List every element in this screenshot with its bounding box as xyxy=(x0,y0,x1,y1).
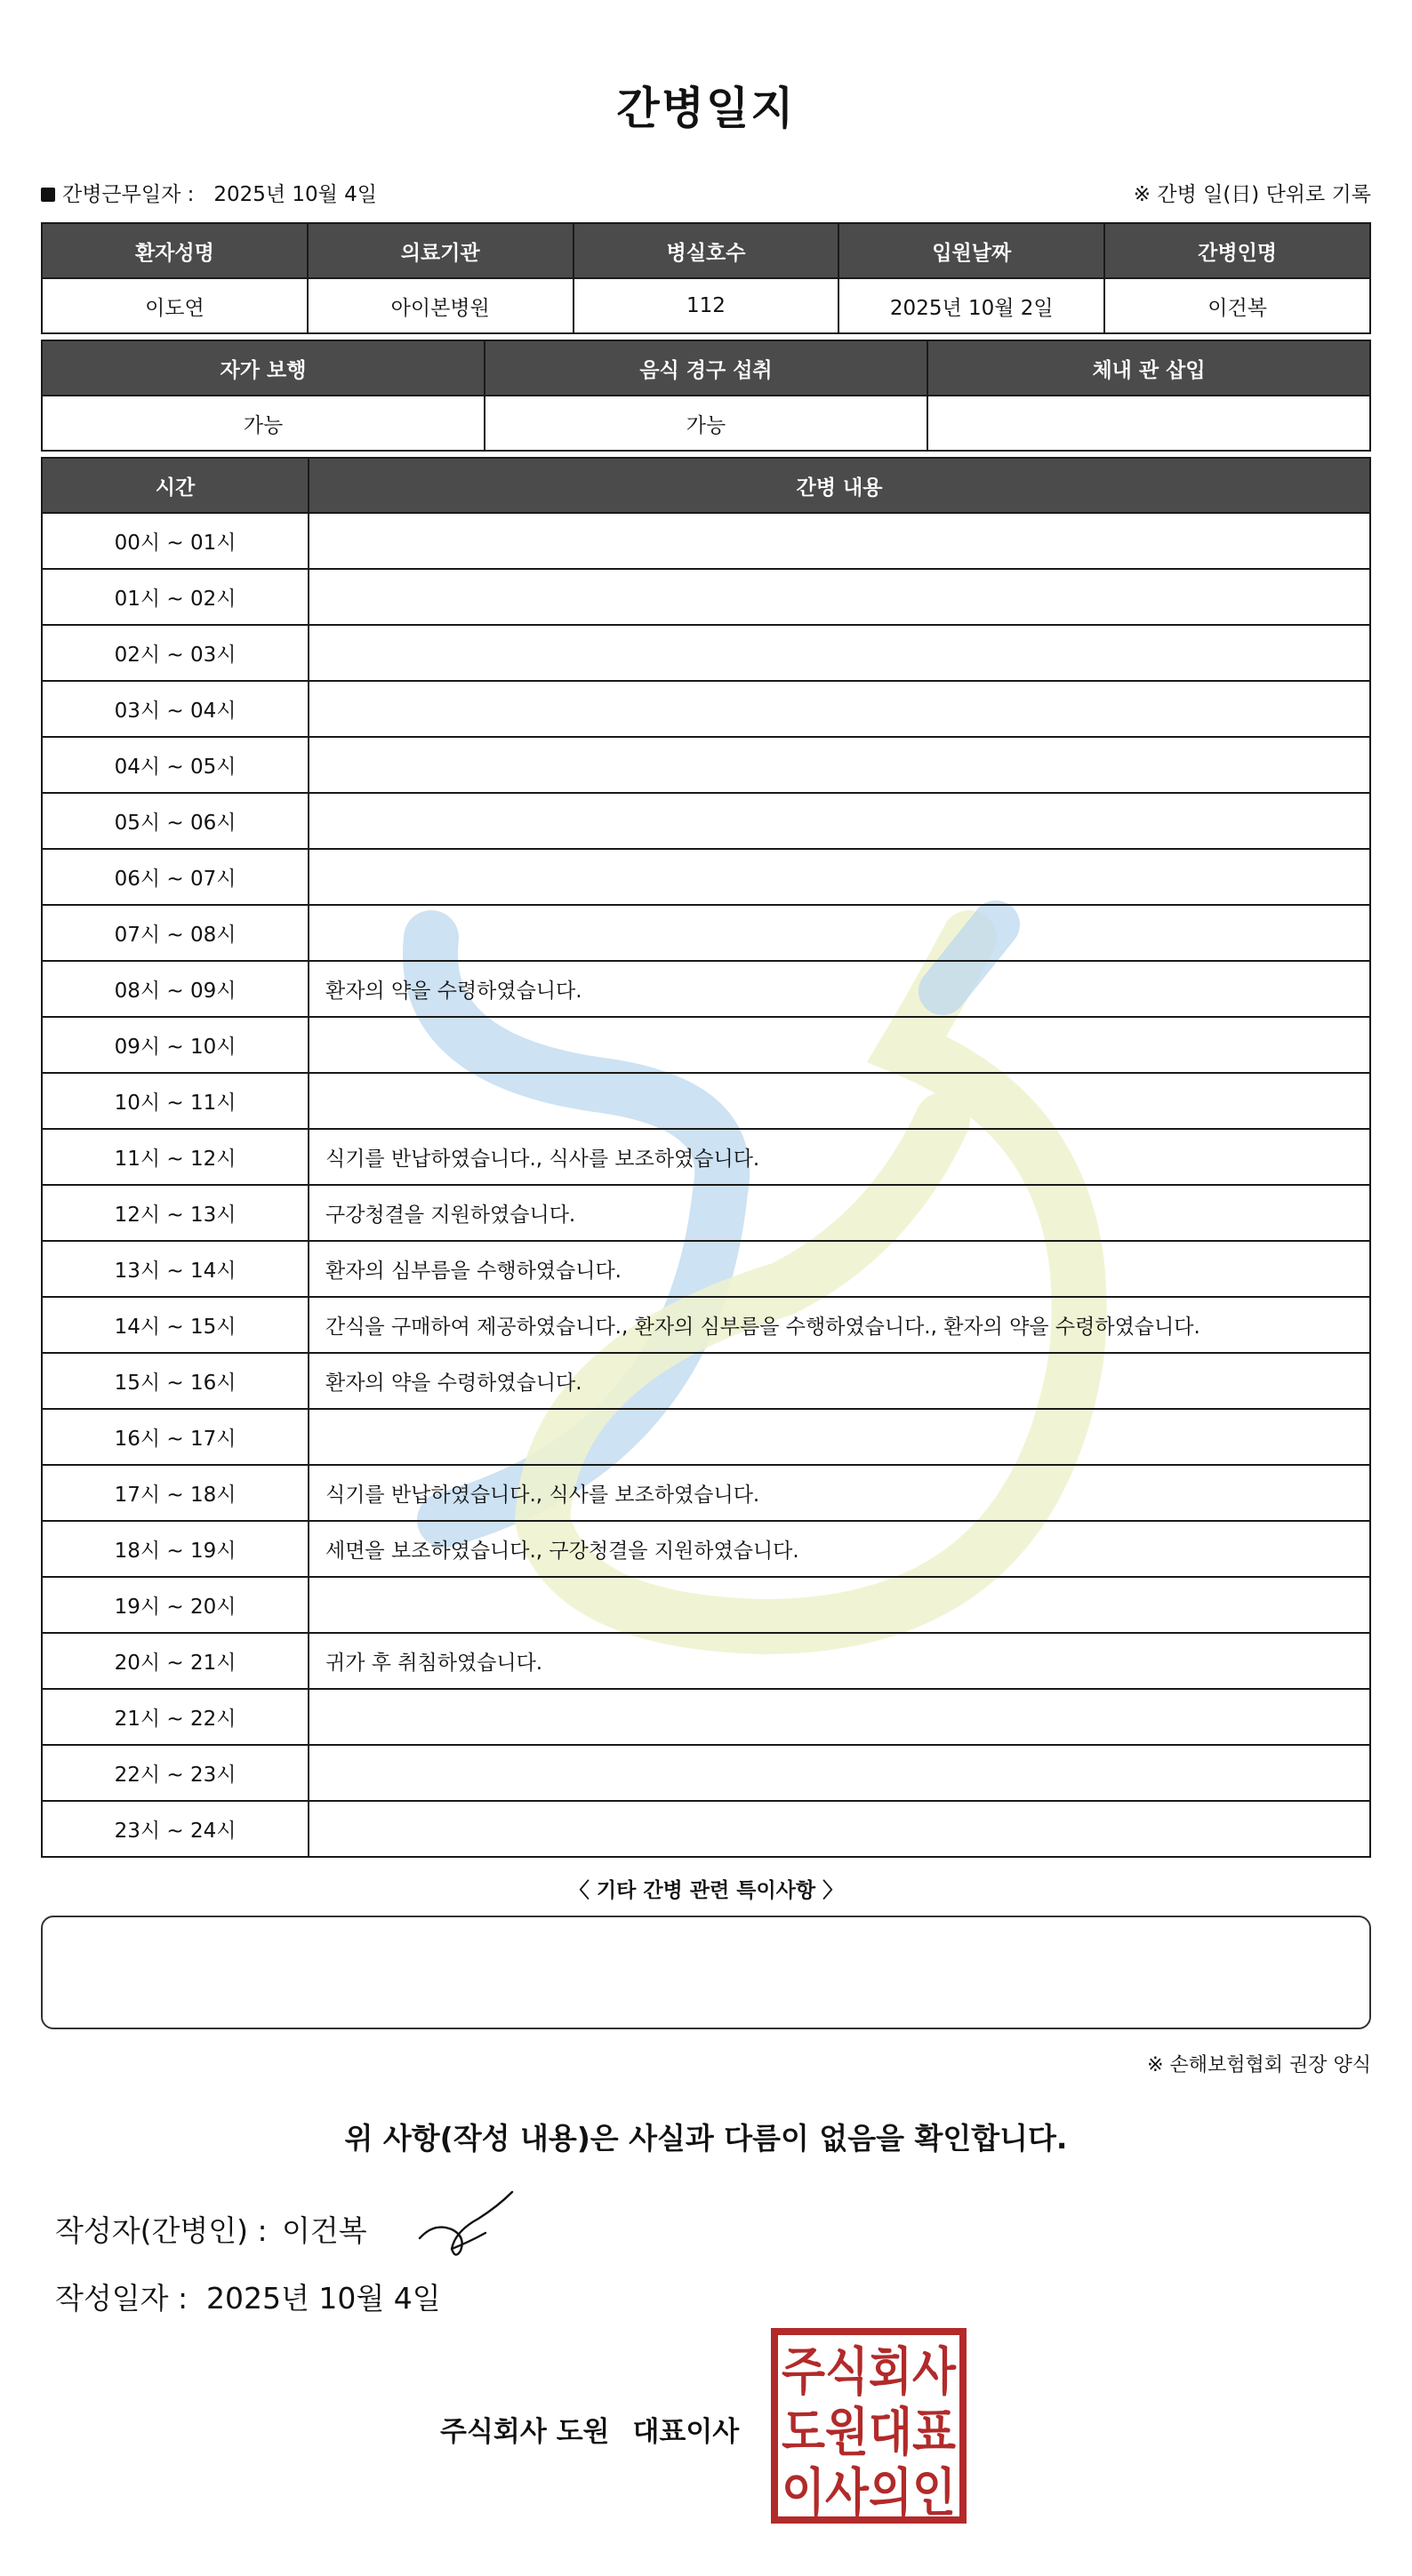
table-row xyxy=(42,1409,1370,1465)
time-slot-cell: 10시 ~ 11시 xyxy=(42,1073,309,1129)
patient-status-table xyxy=(41,340,1371,452)
time-slot-cell: 20시 ~ 21시 xyxy=(42,1633,309,1689)
time-slot-cell: 23시 ~ 24시 xyxy=(42,1801,309,1857)
table-row xyxy=(42,1297,1370,1353)
table-row xyxy=(42,905,1370,961)
table-row xyxy=(42,1689,1370,1745)
care-content-cell xyxy=(309,793,1370,849)
hospital-value: 아이본병원 xyxy=(308,278,574,333)
time-slot-cell: 03시 ~ 04시 xyxy=(42,681,309,737)
table-row xyxy=(42,513,1370,569)
write-date-label: 작성일자 : xyxy=(55,2281,189,2316)
time-slot-cell: 05시 ~ 06시 xyxy=(42,793,309,849)
care-content-cell xyxy=(309,1801,1370,1857)
time-slot-cell: 19시 ~ 20시 xyxy=(42,1577,309,1633)
time-slot-cell: 01시 ~ 02시 xyxy=(42,569,309,625)
header-room-number: 병실호수 xyxy=(574,223,839,278)
write-date-value: 2025년 10월 4일 xyxy=(206,2281,441,2316)
care-content-cell: 세면을 보조하였습니다., 구강청결을 지원하였습니다. xyxy=(309,1521,1370,1577)
tube-insertion-value xyxy=(927,396,1370,451)
time-slot-cell: 00시 ~ 01시 xyxy=(42,513,309,569)
table-row xyxy=(42,569,1370,625)
care-content-cell xyxy=(309,1577,1370,1633)
care-content-cell: 간식을 구매하여 제공하였습니다., 환자의 심부름을 수행하였습니다., 환자의 약을 수령하였습니다. xyxy=(309,1297,1370,1353)
table-row xyxy=(42,681,1370,737)
company-seal-stamp xyxy=(770,2327,967,2524)
care-content-cell xyxy=(309,513,1370,569)
work-date-line xyxy=(41,178,377,207)
time-slot-cell: 02시 ~ 03시 xyxy=(42,625,309,681)
time-slot-cell: 18시 ~ 19시 xyxy=(42,1521,309,1577)
room-number-value: 112 xyxy=(574,278,839,333)
square-bullet-icon xyxy=(41,188,55,202)
care-log-table xyxy=(41,457,1371,1858)
care-content-cell xyxy=(309,569,1370,625)
table-row xyxy=(42,1801,1370,1857)
company-signature-line xyxy=(440,2409,739,2449)
care-content-cell: 환자의 심부름을 수행하였습니다. xyxy=(309,1241,1370,1297)
caregiver-name-value: 이건복 xyxy=(1104,278,1370,333)
time-slot-cell: 08시 ~ 09시 xyxy=(42,961,309,1017)
care-content-cell xyxy=(309,681,1370,737)
write-date-line xyxy=(55,2276,441,2317)
care-content-cell xyxy=(309,1745,1370,1801)
patient-name-value: 이도연 xyxy=(42,278,308,333)
time-slot-cell: 07시 ~ 08시 xyxy=(42,905,309,961)
table-row xyxy=(42,737,1370,793)
table-row xyxy=(42,1521,1370,1577)
care-content-cell: 식기를 반납하였습니다., 식사를 보조하였습니다. xyxy=(309,1465,1370,1521)
svg-text:이사의인: 이사의인 xyxy=(782,2462,956,2523)
writer-label: 작성자(간병인) : xyxy=(55,2213,268,2248)
other-notes-heading: 〈 기타 간병 관련 특이사항 〉 xyxy=(568,1879,844,1902)
table-row xyxy=(42,1185,1370,1241)
table-row xyxy=(42,1353,1370,1409)
oral-intake-value: 가능 xyxy=(485,396,927,451)
header-patient-name: 환자성명 xyxy=(42,223,308,278)
time-slot-cell: 14시 ~ 15시 xyxy=(42,1297,309,1353)
care-log-rows xyxy=(42,513,1370,1857)
time-slot-cell: 16시 ~ 17시 xyxy=(42,1409,309,1465)
care-content-cell: 환자의 약을 수령하였습니다. xyxy=(309,1353,1370,1409)
time-slot-cell: 21시 ~ 22시 xyxy=(42,1689,309,1745)
time-slot-cell: 22시 ~ 23시 xyxy=(42,1745,309,1801)
other-notes-box xyxy=(41,1916,1371,2029)
header-hospital: 의료기관 xyxy=(308,223,574,278)
table-row xyxy=(42,793,1370,849)
recommendation-note: ※ 손해보험협회 권장 양식 xyxy=(1147,2054,1371,2076)
table-row xyxy=(42,1073,1370,1129)
care-content-cell: 환자의 약을 수령하였습니다. xyxy=(309,961,1370,1017)
table-row xyxy=(42,1129,1370,1185)
care-content-cell: 구강청결을 지원하였습니다. xyxy=(309,1185,1370,1241)
table-row xyxy=(42,849,1370,905)
table-row xyxy=(42,625,1370,681)
care-content-cell xyxy=(309,1689,1370,1745)
care-content-cell xyxy=(309,737,1370,793)
header-tube-insertion: 체내 관 삽입 xyxy=(927,340,1370,396)
time-slot-cell: 15시 ~ 16시 xyxy=(42,1353,309,1409)
table-row xyxy=(42,1017,1370,1073)
time-slot-cell: 12시 ~ 13시 xyxy=(42,1185,309,1241)
care-content-cell xyxy=(309,625,1370,681)
time-slot-cell: 17시 ~ 18시 xyxy=(42,1465,309,1521)
representative-title: 대표이사 xyxy=(632,2416,740,2448)
header-self-walking: 자가 보행 xyxy=(42,340,485,396)
company-name: 주식회사 도원 xyxy=(440,2416,610,2448)
unit-note: ※ 간병 일(日) 단위로 기록 xyxy=(1133,183,1371,206)
table-row xyxy=(42,1745,1370,1801)
header-care-content: 간병 내용 xyxy=(309,458,1370,513)
care-content-cell xyxy=(309,1409,1370,1465)
care-content-cell: 식기를 반납하였습니다., 식사를 보조하였습니다. xyxy=(309,1129,1370,1185)
svg-text:도원대표: 도원대표 xyxy=(782,2402,956,2462)
work-date-label: 간병근무일자 : xyxy=(62,183,195,206)
care-content-cell xyxy=(309,1017,1370,1073)
care-content-cell xyxy=(309,849,1370,905)
handwritten-signature xyxy=(416,2187,516,2260)
time-slot-cell: 06시 ~ 07시 xyxy=(42,849,309,905)
confirmation-statement: 위 사항(작성 내용)은 사실과 다름이 없음을 확인합니다. xyxy=(344,2121,1068,2156)
table-row xyxy=(42,1577,1370,1633)
header-admission-date: 입원날짜 xyxy=(838,223,1104,278)
time-slot-cell: 11시 ~ 12시 xyxy=(42,1129,309,1185)
header-caregiver-name: 간병인명 xyxy=(1104,223,1370,278)
self-walking-value: 가능 xyxy=(42,396,485,451)
time-slot-cell: 13시 ~ 14시 xyxy=(42,1241,309,1297)
writer-line xyxy=(55,2208,367,2250)
svg-text:주식회사: 주식회사 xyxy=(782,2341,957,2402)
care-content-cell xyxy=(309,905,1370,961)
table-row xyxy=(42,1633,1370,1689)
time-slot-cell: 09시 ~ 10시 xyxy=(42,1017,309,1073)
writer-name: 이건복 xyxy=(282,2213,367,2248)
table-row xyxy=(42,1465,1370,1521)
table-row xyxy=(42,1241,1370,1297)
patient-info-table xyxy=(41,222,1371,334)
document-title: 간병일지 xyxy=(616,83,796,134)
care-content-cell xyxy=(309,1073,1370,1129)
time-slot-cell: 04시 ~ 05시 xyxy=(42,737,309,793)
work-date-value: 2025년 10월 4일 xyxy=(213,183,378,206)
header-time: 시간 xyxy=(42,458,309,513)
care-content-cell: 귀가 후 취침하였습니다. xyxy=(309,1633,1370,1689)
table-row xyxy=(42,961,1370,1017)
header-oral-intake: 음식 경구 섭취 xyxy=(485,340,927,396)
admission-date-value: 2025년 10월 2일 xyxy=(838,278,1104,333)
